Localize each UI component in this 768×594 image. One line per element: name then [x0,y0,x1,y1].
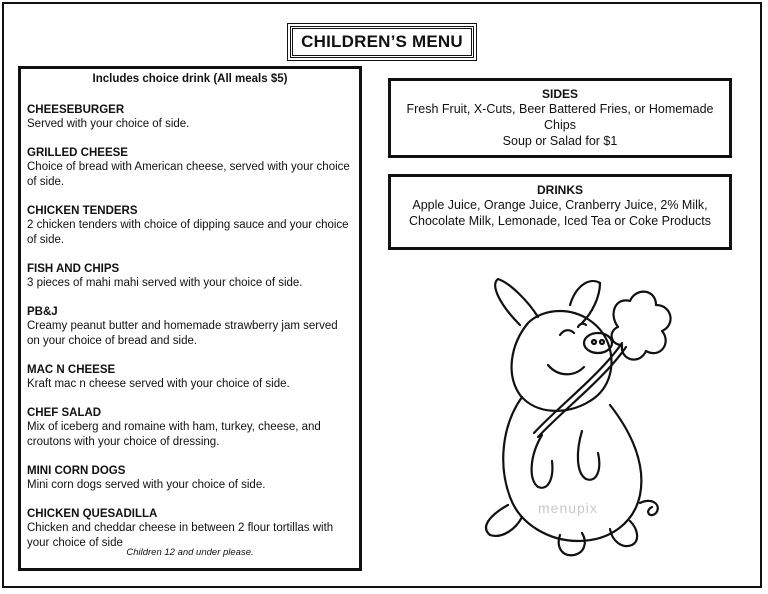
menu-item [27,204,353,248]
item-name: FISH AND CHIPS [27,263,120,275]
shamrock-stem [538,347,626,437]
item-name: CHICKEN QUESADILLA [27,508,158,520]
item-description: Kraft mac n cheese served with your choice of side. [27,378,290,390]
pig-ear-left [495,279,538,325]
item-name: CHICKEN TENDERS [27,205,138,217]
item-name: GRILLED CHEESE [27,147,128,159]
shamrock-stem [534,343,622,433]
menu-item [27,146,353,190]
pig-mouth [548,365,584,374]
drinks-title: DRINKS [536,183,583,197]
menu-items-panel [18,66,362,571]
watermark: menupix [538,500,598,516]
menu-item [27,103,353,132]
menu-item [27,507,353,551]
item-description: Served with your choice of side. [27,118,190,130]
menu-item [27,305,353,349]
menu-item [27,464,353,493]
pig-leg [532,435,553,488]
pig-hoof [559,533,585,555]
drinks-text: Apple Juice, Orange Juice, Cranberry Juice, 2% Milk, Chocolate Milk, Lemonade, Iced Tea or Coke Products [408,198,711,228]
item-description: Choice of bread with American cheese, served with your choice of side. [27,161,350,188]
pig-tail [640,501,658,515]
pig-body [503,397,641,541]
item-description: Chicken and cheddar cheese in between 2 flour tortillas with your choice of side [27,522,334,549]
menu-item [27,262,353,291]
item-name: PB&J [27,306,58,318]
pig-head [512,311,612,411]
pig-eye [560,330,574,335]
pig-eye [578,324,586,327]
sides-text: Fresh Fruit, X-Cuts, Beer Battered Fries, or Homemade Chips [406,102,714,132]
sides-extra: Soup or Salad for $1 [502,134,618,148]
sides-panel [388,78,732,158]
menu-title: CHILDREN’S MENU [290,26,474,58]
item-description: 2 chicken tenders with choice of dipping sauce and your choice of side. [27,219,349,246]
item-description: 3 pieces of mahi mahi served with your choice of side. [27,277,303,289]
sides-title: SIDES [541,87,578,101]
shamrock-leaf [612,292,671,360]
item-description: Mini corn dogs served with your choice of side. [27,479,266,491]
item-name: CHEF SALAD [27,407,102,419]
drinks-panel [388,174,732,250]
item-name: CHEESEBURGER [27,104,125,116]
item-name: MAC N CHEESE [27,364,116,376]
pig-nostril [592,340,596,344]
item-description: Creamy peanut butter and homemade strawberry jam served on your choice of bread and side. [27,320,338,347]
item-name: MINI CORN DOGS [27,465,126,477]
pig-nostril [600,340,604,344]
items-header: Includes choice drink (All meals $5) [92,73,288,85]
pig-leg [578,431,599,480]
menu-item [27,406,353,450]
menu-item [27,363,353,392]
item-description: Mix of iceberg and romaine with ham, turkey, cheese, and croutons with your choice of dressing. [27,421,321,448]
pig-illustration [450,265,700,565]
items-footer: Children 12 and under please. [126,547,254,558]
